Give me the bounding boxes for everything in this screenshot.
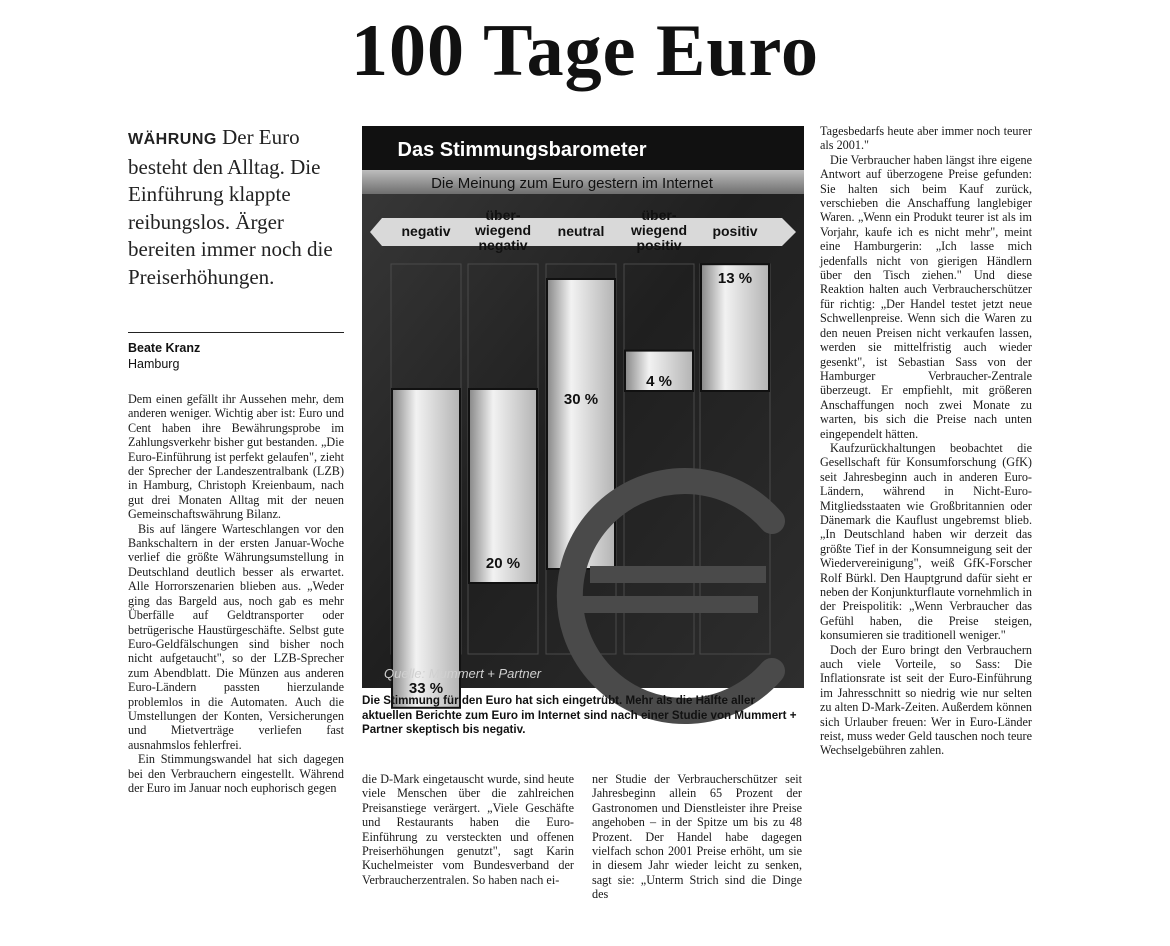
lead-text: Der Euro besteht den Alltag. Die Einführung klappte reibungslos. Ärger bereiten immer noch die Preiserhöhungen. [128,125,333,289]
chart-source: Quelle: Mummert + Partner [384,666,542,681]
euro-bar-upper [590,566,766,583]
bar [470,390,536,582]
paragraph: Ein Stimmungswandel hat sich dagegen bei den Verbrauchern eingestellt. Während der Euro im Januar noch euphorisch gegen [128,752,344,795]
divider [128,332,344,333]
euro-bar-lower [582,596,758,613]
category-label: neutral [557,223,605,239]
paragraph: Kaufzurückhaltungen beobachtet die Gesellschaft für Konsumforschung (GfK) seit Jahresbeginn auch in anderen Euro-Ländern, während in Nicht-Euro-Mitgliedsstaaten wie Großbritannien oder Dänemark die Kauflust ungebremst blieb. „In Deutschland haben wir derzeit das größte Tief in der Konsumneigung seit der Wiedervereinigung", weiß GfK-Forscher Rolf Bürkl. Den Hauptgrund dafür sieht er neben der Konjunkturflaute vornehmlich in der Preispolitik: „Wenn Verbraucher das Gefühl haben, die Preise steigen, konsumieren sie traditionell weniger." [820,440,1032,643]
bar-value-label: 33 % [408,679,444,697]
paragraph: Tagesbedarfs heute aber immer noch teurer als 2001." [820,124,1032,153]
kicker: WÄHRUNG [128,131,217,148]
paragraph: ner Studie der Verbraucherschützer seit Jahresbeginn allein 65 Prozent der Gastronomen und Dienstleister ihre Preise angehoben – in der Spitze um bis zu 48 Prozent. Der Handel habe dagegen vielfach schon 2001 Preise erhöht, um sie in diesem Jahr wieder leicht zu senken, sagt sie: „Unterm Strich sind die Dinge des [592,772,802,902]
bar-value-label: 20 % [485,555,521,572]
paragraph: Doch der Euro bringt den Verbrauchern auch viele Vorteile, so Sass: Die Inflationsrate ist seit der Euro-Einführung im Jahresschnitt so niedrig wie nur selten zu alten D-Mark-Zeiten. Außerdem können sich Urlauber freuen: Wer in Euro-Länder reist, muss weder Geld tauschen noch teure Wechselgebühren zahlen. [820,642,1032,758]
chart-title: Das Stimmungsbarometer [397,139,647,161]
text-column-1 [128,392,344,795]
bar-value-label: 13 % [717,270,753,288]
author-place: Hamburg [128,357,180,371]
lead-paragraph [128,124,344,291]
text-column-4 [820,124,1032,758]
chart-subtitle: Die Meinung zum Euro gestern im Internet [431,175,713,192]
paragraph: die D-Mark eingetauscht wurde, sind heute viele Menschen über die zahlreichen Preisanstiege verärgert. „Viele Geschäfte und Restaurants haben die Euro-Einführung zu versteckten und offenen Preiserhöhungen genutzt", sagt Karin Kuchelmeister vom Bundesverband der Verbraucherzentralen. So haben nach ei- [362,772,574,887]
headline: 100 Tage Euro [350,10,820,92]
category-label: positiv [636,237,682,253]
category-label: negativ [478,237,528,253]
paragraph: Bis auf längere Warteschlangen vor den Bankschaltern in der ersten Januar-Woche verlief die größte Währungsumstellung in Deutschland deutlich besser als erwartet. Alle Horrorszenarien blieben aus. „Weder ging das Bargeld aus, noch gab es mehr Überfälle auf Geldtransporter oder betrügerische Haustürgeschäfte. Selbst gute Euro-Geldfälschungen sind bisher noch nicht aufgetaucht", so der LZB-Sprecher zum Abendblatt. Die Münzen aus anderen Euro-Ländern passten hierzulande problemlos in die Automaten. Auch die Umstellungen der Konten, Versicherungen und Mietverträge verliefen fast ausnahmslos fehlerfrei. [128,521,344,752]
bar-value-label: 4 % [646,373,672,390]
category-label: wiegend [474,222,532,238]
category-label: über- [641,207,677,223]
mood-barometer-chart [362,126,804,697]
author-name: Beate Kranz [128,341,201,355]
bar-value-label: 30 % [563,391,599,408]
bar [393,390,459,707]
chart-caption: Die Stimmung für den Euro hat sich eingetrübt. Mehr als die Hälfte aller aktuellen Berichte zum Euro im Internet sind nach einer Studie von Mummert + Partner skeptisch bis negativ. [362,694,797,736]
paragraph: Dem einen gefällt ihr Aussehen mehr, dem anderen weniger. Wichtig aber ist: Euro und Cent haben ihre Bewährungsprobe im Zahlungsverkehr bisher gut bestanden. „Die Euro-Einführung ist perfekt gelaufen", zieht der Sprecher der Landeszentralbank (LZB) in Hamburg, Christoph Kreienbaum, nach gut drei Monaten Alltag mit der neuen Gemeinschaftswährung Bilanz. [128,392,344,522]
text-column-2 [362,772,574,887]
category-label: positiv [712,223,758,239]
category-label: wiegend [630,222,688,238]
byline [128,340,200,372]
category-label: negativ [401,223,451,239]
lead-block [128,124,344,291]
text-column-3 [592,772,802,902]
paragraph: Die Verbraucher haben längst ihre eigene Antwort auf überzogene Preise gefunden: Sie halten sich beim Kauf zurück, verschieben die Anschaffung langlebiger Waren. „Wenn ein Produkt teurer ist als im Vorjahr, kaufe ich es nicht mehr", meint eine Hamburgerin: „Ich lasse mich jedenfalls nicht von gierigen Händlern über den Tisch ziehen." Und diese Reaktion halten auch Verbraucherschützer für richtig: „Der Handel testet jetzt neue Schwellenpreise. Wenn sich die Waren zu den neuen Preisen nicht verkaufen lassen, werden sie mittelfristig auch wieder gesenkt", ist Sebastian Sass von der Hamburger Verbraucher-Zentrale überzeugt. Er empfiehlt, mit größeren Anschaffungen noch zwei Monate zu warten, bis sich die Preise nach unten eingependelt hätten. [820,152,1032,441]
category-label: über- [485,207,521,223]
